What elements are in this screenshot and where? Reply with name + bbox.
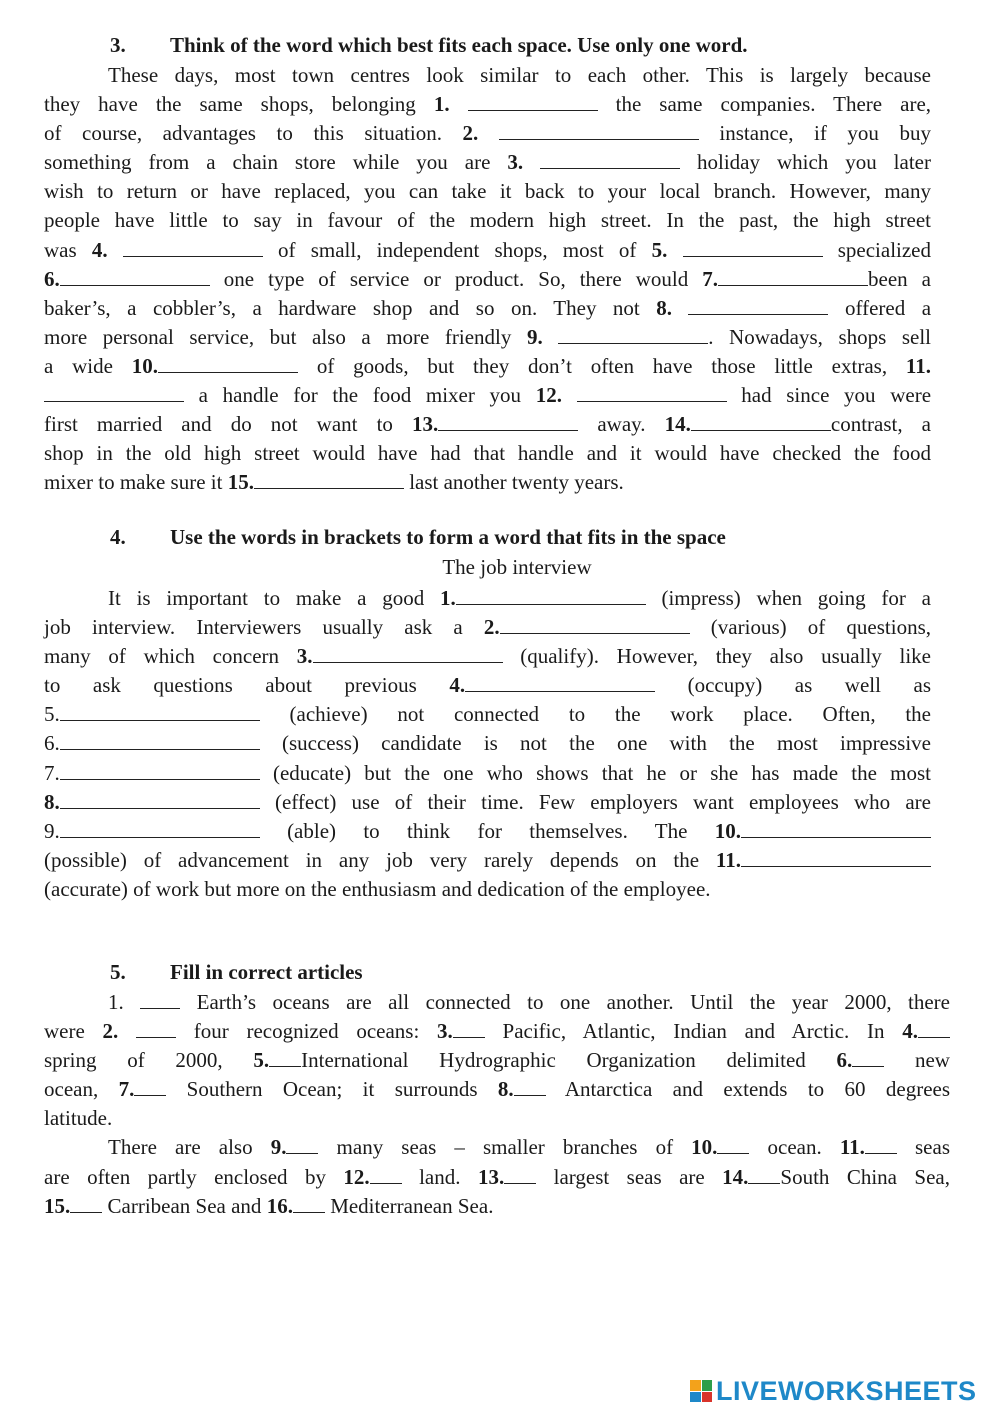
s5-text: seas <box>896 1135 950 1160</box>
s5-text: four recognized oceans: <box>176 1019 438 1044</box>
s4-line <box>44 788 931 817</box>
s5-text: ocean, <box>44 1077 119 1102</box>
s5-text: Mediterranean Sea. <box>324 1193 494 1218</box>
answer-blank[interactable] <box>465 671 655 692</box>
s4-text: (able) to think for themselves. The <box>259 818 715 843</box>
s3-text: of small, independent shops, most of <box>262 237 652 262</box>
s5-text: South China Sea, <box>780 1164 951 1189</box>
blank-number: 9. <box>526 324 543 349</box>
s5-text: Southern Ocean; it surrounds <box>166 1077 498 1102</box>
section-4-text <box>44 584 931 904</box>
s3-text: offered a <box>828 295 932 320</box>
blank-number: 1. <box>439 586 456 610</box>
s4-line <box>44 671 931 700</box>
s5-line <box>44 1104 950 1133</box>
section-3-text <box>44 61 931 497</box>
blank-number: 8. <box>656 295 672 320</box>
s5-text: were <box>44 1019 103 1044</box>
section-3-number: 3. <box>110 33 126 57</box>
s3-line <box>44 265 931 294</box>
s4-text: to ask questions about previous <box>44 673 450 698</box>
answer-blank[interactable] <box>456 584 646 605</box>
s3-line <box>44 439 931 468</box>
blank-number: 6. <box>44 731 60 756</box>
s5-text: latitude. <box>44 1106 113 1131</box>
blank-number: 4. <box>91 237 108 262</box>
brand-name: LIVEWORKSHEETS <box>716 1375 977 1406</box>
blank-number: 2. <box>462 121 479 146</box>
s5-line <box>44 988 950 1017</box>
blank-number: 6. <box>44 266 60 291</box>
s3-text: they have the same shops, belonging <box>44 92 434 117</box>
answer-blank[interactable] <box>504 1163 536 1184</box>
section-3-title: Think of the word which best fits each space. Use only one word. <box>170 33 748 57</box>
s3-line <box>44 236 931 265</box>
blank-number: 7. <box>702 266 718 291</box>
section-4-subtitle: The job interview <box>442 555 592 579</box>
s5-text: largest seas are <box>536 1164 723 1189</box>
answer-blank[interactable] <box>499 119 699 140</box>
answer-blank[interactable] <box>691 410 831 431</box>
s4-line <box>44 875 931 904</box>
s3-line <box>44 177 931 206</box>
blank-number: 12. <box>535 383 562 408</box>
blank-number: 9. <box>270 1135 287 1160</box>
s4-line <box>44 642 931 671</box>
s4-text: (achieve) not connected to the work place. Often, the <box>259 702 931 727</box>
s3-text: These days, most town centres look similar to each other. This is largely because <box>108 63 931 87</box>
s3-text: had since you were <box>726 383 932 408</box>
s3-line <box>44 410 931 439</box>
s4-text: (impress) when going for a <box>645 586 931 610</box>
answer-blank[interactable] <box>293 1192 325 1213</box>
answer-blank[interactable] <box>60 817 260 838</box>
s4-text: (effect) use of their time. Few employers want employees who are <box>259 789 931 814</box>
s3-text: of course, advantages to this situation. <box>44 121 463 146</box>
s4-line <box>44 846 931 875</box>
answer-blank[interactable] <box>60 700 260 721</box>
s3-line <box>44 61 931 90</box>
blank-number: 11. <box>715 847 741 872</box>
blank-number: 11. <box>905 353 931 378</box>
answer-blank[interactable] <box>468 90 598 111</box>
answer-blank[interactable] <box>852 1046 884 1067</box>
s3-line <box>44 323 931 352</box>
s3-text: the same companies. There are, <box>597 92 932 117</box>
answer-blank[interactable] <box>717 1133 749 1154</box>
answer-blank[interactable] <box>370 1163 402 1184</box>
blank-number: 13. <box>477 1164 505 1189</box>
section-4-number: 4. <box>110 525 126 549</box>
s5-text: Earth’s oceans are all connected to one another. Until the year 2000, there <box>180 990 950 1014</box>
s3-text: first married and do not want to <box>44 412 413 437</box>
blank-number: 14. <box>664 412 691 437</box>
s3-text: last another twenty years. <box>403 470 624 495</box>
s3-text: people have little to say in favour of the modern high street. In the past, the high street <box>44 208 931 233</box>
s3-line <box>44 352 931 381</box>
s4-text: (occupy) as well as <box>655 673 931 698</box>
answer-blank[interactable] <box>453 1017 485 1038</box>
answer-blank[interactable] <box>718 265 868 286</box>
s4-line <box>44 817 931 846</box>
s3-line <box>44 119 931 148</box>
blank-number: 9. <box>44 818 60 843</box>
answer-blank[interactable] <box>741 846 931 867</box>
blank-number: 4. <box>902 1019 918 1044</box>
answer-blank[interactable] <box>158 352 298 373</box>
blank-number: 12. <box>343 1164 370 1189</box>
s4-text: (educate) but the one who shows that he or she has made the most <box>259 760 931 785</box>
s3-text: baker’s, a cobbler’s, a hardware shop and so on. They not <box>44 295 657 320</box>
answer-blank[interactable] <box>60 788 260 809</box>
blank-number: 1. <box>433 92 450 117</box>
s5-line <box>44 1133 950 1162</box>
blank-number: 11. <box>839 1135 865 1160</box>
answer-blank[interactable] <box>577 381 727 402</box>
s4-line <box>44 700 931 729</box>
s3-line <box>44 148 931 177</box>
s4-line <box>44 759 931 788</box>
blank-number: 14. <box>722 1164 749 1189</box>
blank-number: 7. <box>118 1077 135 1102</box>
s3-text: mixer to make sure it <box>44 470 228 495</box>
answer-blank[interactable] <box>70 1192 102 1213</box>
s5-text: There are also <box>108 1135 271 1160</box>
s5-text: spring of 2000, <box>44 1048 254 1073</box>
section-5-number: 5. <box>110 960 126 984</box>
answer-blank[interactable] <box>286 1133 318 1154</box>
blank-number: 5. <box>44 702 60 727</box>
s4-line <box>44 729 931 758</box>
answer-blank[interactable] <box>44 381 184 402</box>
answer-blank[interactable] <box>60 759 260 780</box>
s3-text: holiday which you later <box>680 150 931 175</box>
s5-text: Antarctica and extends to 60 degrees <box>545 1077 951 1102</box>
s5-text: Pacific, Atlantic, Indian and Arctic. In <box>484 1019 903 1044</box>
blank-number: 5. <box>651 237 668 262</box>
s3-text: specialized <box>822 237 931 262</box>
s4-text: (various) of questions, <box>689 615 931 640</box>
s3-text: wish to return or have replaced, you can take it back to your local branch. However, many <box>44 179 931 204</box>
s4-text: job interview. Interviewers usually ask a <box>44 615 484 640</box>
s5-text: land. <box>401 1164 478 1189</box>
answer-blank[interactable] <box>136 1017 176 1038</box>
s4-line <box>44 584 931 613</box>
s3-text: away. <box>578 412 665 437</box>
blank-number: 3. <box>437 1019 453 1044</box>
section-4-title: Use the words in brackets to form a word that fits in the space <box>170 525 726 549</box>
answer-blank[interactable] <box>438 410 578 431</box>
s5-text: many seas – smaller branches of <box>318 1135 692 1160</box>
s5-line <box>44 1017 950 1046</box>
s5-line <box>44 1163 950 1192</box>
blank-number: 15. <box>227 470 254 495</box>
answer-blank[interactable] <box>748 1163 780 1184</box>
s4-text: (qualify). However, they also usually like <box>502 644 931 669</box>
s4-line <box>44 613 931 642</box>
s3-line <box>44 381 931 410</box>
s3-text: . Nowadays, shops sell <box>708 324 932 349</box>
section-5-title: Fill in correct articles <box>170 960 363 984</box>
answer-blank[interactable] <box>688 294 828 315</box>
blank-number: 2. <box>483 615 500 640</box>
s5-line <box>44 1075 950 1104</box>
answer-blank[interactable] <box>123 236 263 257</box>
s3-line <box>44 468 931 497</box>
answer-blank[interactable] <box>313 642 503 663</box>
s5-line <box>44 1046 950 1075</box>
answer-blank[interactable] <box>500 613 690 634</box>
s4-text: (possible) of advancement in any job very rarely depends on the <box>44 847 716 872</box>
s3-line <box>44 294 931 323</box>
s5-line <box>44 1192 950 1221</box>
blank-number: 15. <box>44 1193 71 1218</box>
s3-text: more personal service, but also a more friendly <box>44 324 527 349</box>
blank-number: 6. <box>836 1048 853 1073</box>
s4-text: (success) candidate is not the one with the most impressive <box>259 731 931 756</box>
s5-text: Carribean Sea and <box>102 1193 267 1218</box>
section-5-text <box>44 988 950 1221</box>
s3-text: instance, if you buy <box>698 121 931 146</box>
blank-number: 8. <box>44 789 60 814</box>
answer-blank[interactable] <box>741 817 931 838</box>
s3-text: a wide <box>44 353 132 378</box>
s3-text: something from a chain store while you are <box>44 150 508 175</box>
answer-blank[interactable] <box>60 729 260 750</box>
blank-number: 5. <box>253 1048 270 1073</box>
blank-number: 3. <box>296 644 313 669</box>
s5-text: new <box>884 1048 950 1073</box>
blank-number: 3. <box>507 150 524 175</box>
blank-number: 16. <box>266 1193 293 1218</box>
s3-text: been a <box>868 266 931 291</box>
s4-text: many of which concern <box>44 644 297 669</box>
liveworksheets-logo <box>690 1377 977 1405</box>
answer-blank[interactable] <box>269 1046 301 1067</box>
s3-text: one type of service or product. So, there would <box>209 266 703 291</box>
blank-number: 4. <box>449 673 466 698</box>
blank-number: 10. <box>691 1135 718 1160</box>
blank-number: 1. <box>108 990 124 1014</box>
answer-blank[interactable] <box>918 1017 950 1038</box>
answer-blank[interactable] <box>514 1075 546 1096</box>
blank-number: 8. <box>497 1077 514 1102</box>
s4-text: (accurate) of work but more on the enthusiasm and dedication of the employee. <box>44 876 711 901</box>
blank-number: 2. <box>102 1019 119 1044</box>
s3-text: was <box>44 237 92 262</box>
blank-number: 10. <box>131 353 159 378</box>
s3-text: contrast, a <box>830 412 932 437</box>
liveworksheets-mark-icon <box>690 1380 712 1402</box>
s4-text: It is important to make a good <box>108 586 440 610</box>
answer-blank[interactable] <box>558 323 708 344</box>
s3-text: shop in the old high street would have had that handle and it would have checked the food <box>44 441 931 466</box>
s5-text: International Hydrographic Organization delimited <box>301 1048 837 1073</box>
answer-blank[interactable] <box>540 148 680 169</box>
answer-blank[interactable] <box>140 988 180 1009</box>
blank-number: 10. <box>714 818 741 843</box>
answer-blank[interactable] <box>254 468 404 489</box>
answer-blank[interactable] <box>865 1133 897 1154</box>
section-5-heading <box>110 960 363 985</box>
s5-text: are often partly enclosed by <box>44 1164 344 1189</box>
blank-number: 13. <box>412 412 439 437</box>
section-3-heading <box>110 33 748 58</box>
section-4-heading <box>110 525 726 550</box>
s3-text: of goods, but they don’t often have those little extras, <box>298 353 906 378</box>
blank-number: 7. <box>44 760 60 785</box>
answer-blank[interactable] <box>134 1075 166 1096</box>
s3-line <box>44 90 931 119</box>
answer-blank[interactable] <box>683 236 823 257</box>
s5-text: ocean. <box>749 1135 840 1160</box>
s3-line <box>44 206 931 235</box>
answer-blank[interactable] <box>60 265 210 286</box>
s3-text: a handle for the food mixer you <box>184 383 536 408</box>
